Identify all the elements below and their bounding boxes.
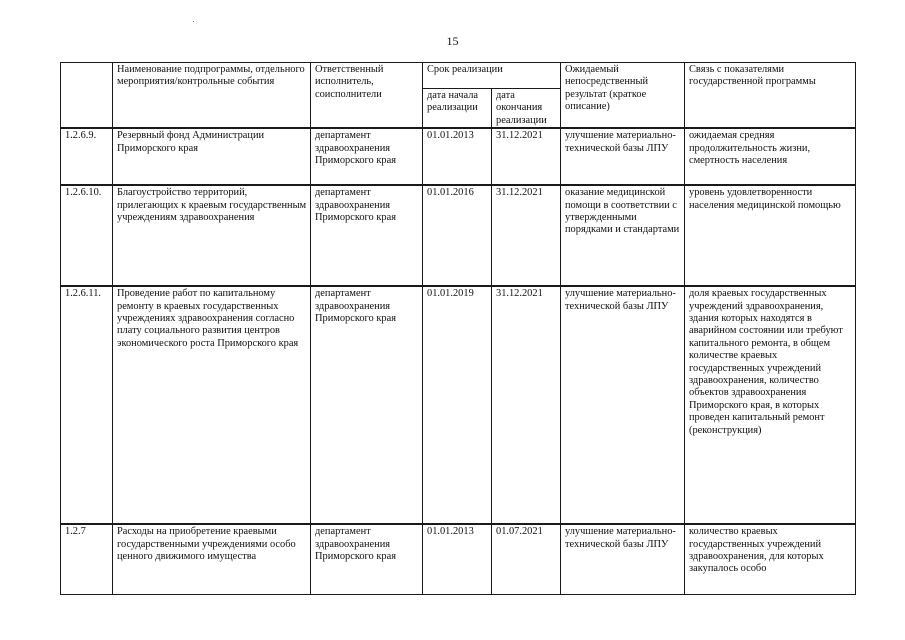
- page-number: 15: [446, 34, 459, 48]
- row-number: 1.2.6.9.: [61, 128, 113, 185]
- header-num-cell: [61, 63, 113, 129]
- header-link: Связь с показателями государственной программы: [685, 63, 856, 129]
- row-number: 1.2.6.11.: [61, 286, 113, 524]
- scan-mark: [193, 21, 194, 22]
- header-period: Срок реализации: [423, 63, 561, 89]
- row-result: улучшение материально-технической базы ЛПУ: [561, 524, 685, 594]
- row-name: Расходы на приобретение краевыми государственными учреждениями особо ценного движимого имущества: [113, 524, 311, 594]
- header-start: дата начала реализации: [423, 89, 492, 129]
- events-table: [60, 62, 856, 595]
- row-end-date: 31.12.2021: [492, 286, 561, 524]
- row-link: ожидаемая средняя продолжительность жизни, смертность населения: [685, 128, 856, 185]
- row-end-date: 01.07.2021: [492, 524, 561, 594]
- table-row: [61, 128, 856, 185]
- row-name: Проведение работ по капитальному ремонту в краевых государственных учреждениях здравоохранения согласно плату социального развития центров экономического роста Приморского края: [113, 286, 311, 524]
- row-responsible: департамент здравоохранения Приморского края: [311, 128, 423, 185]
- row-start-date: 01.01.2013: [423, 524, 492, 594]
- table-row: [61, 286, 856, 524]
- row-start-date: 01.01.2019: [423, 286, 492, 524]
- table-row: [61, 185, 856, 286]
- row-link: доля краевых государственных учреждений здравоохранения, здания которых находятся в аварийном состоянии или требуют капитального ремонта, в общем количестве краевых государственных учреждений здравоохранения, количество объектов здравоохранения Приморского края, в которых проведен капитальный ремонт (реконструкция): [685, 286, 856, 524]
- header-responsible: Ответственный исполнитель, соисполнители: [311, 63, 423, 129]
- row-name: Резервный фонд Администрации Приморского края: [113, 128, 311, 185]
- row-number: 1.2.7: [61, 524, 113, 594]
- header-row: [61, 63, 856, 89]
- row-name: Благоустройство территорий, прилегающих к краевым государственным учреждениям здравоохранения: [113, 185, 311, 286]
- row-start-date: 01.01.2013: [423, 128, 492, 185]
- header-end: дата окончания реализации: [492, 89, 561, 129]
- row-link: количество краевых государственных учреждений здравоохранения, для которых закупалось особо: [685, 524, 856, 594]
- table-row: [61, 524, 856, 594]
- header-name: Наименование подпрограммы, отдельного мероприятия/контрольные события: [113, 63, 311, 129]
- row-start-date: 01.01.2016: [423, 185, 492, 286]
- row-end-date: 31.12.2021: [492, 128, 561, 185]
- header-result: Ожидаемый непосредственный результат (краткое описание): [561, 63, 685, 129]
- row-responsible: департамент здравоохранения Приморского края: [311, 185, 423, 286]
- row-number: 1.2.6.10.: [61, 185, 113, 286]
- row-responsible: департамент здравоохранения Приморского края: [311, 286, 423, 524]
- row-result: улучшение материально-технической базы ЛПУ: [561, 286, 685, 524]
- row-result: улучшение материально-технической базы ЛПУ: [561, 128, 685, 185]
- row-link: уровень удовлетворенности населения медицинской помощью: [685, 185, 856, 286]
- row-result: оказание медицинской помощи в соответствии с утвержденными порядками и стандартами: [561, 185, 685, 286]
- row-end-date: 31.12.2021: [492, 185, 561, 286]
- row-responsible: департамент здравоохранения Приморского края: [311, 524, 423, 594]
